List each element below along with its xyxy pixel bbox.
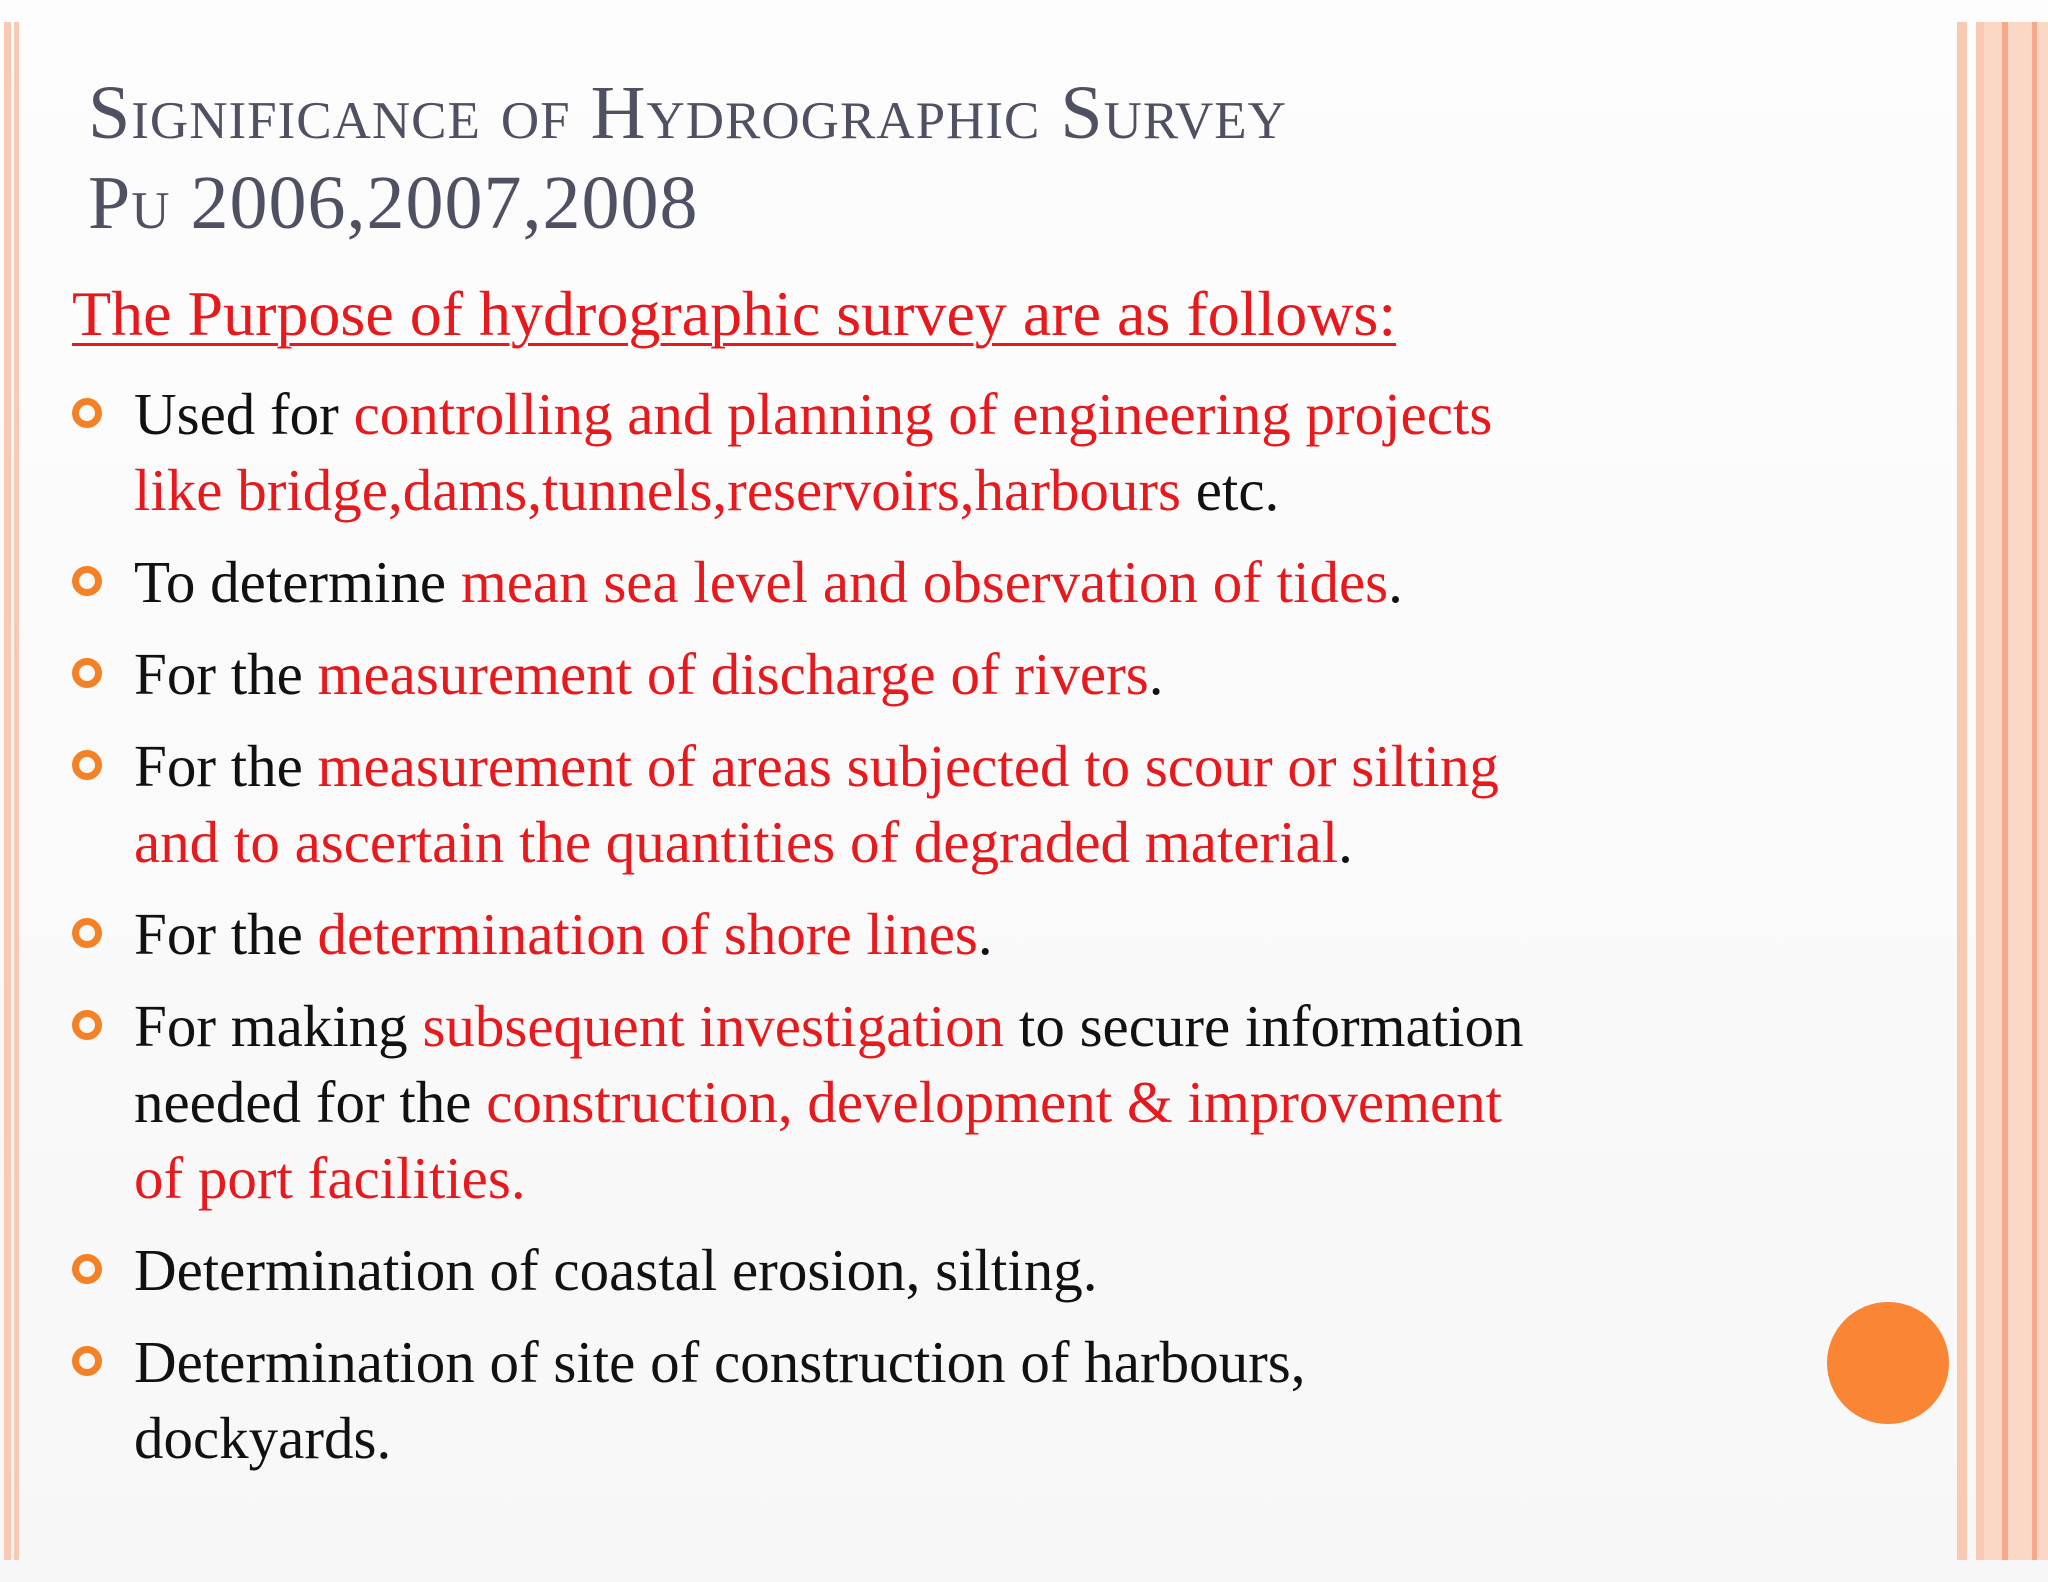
bullet-text: to secure information bbox=[1004, 993, 1524, 1059]
bullet-ring-icon bbox=[72, 658, 102, 688]
bullet-text: For the bbox=[134, 733, 318, 799]
slide-title bbox=[88, 68, 1287, 248]
bullet-text: To determine bbox=[134, 549, 461, 615]
bullet-emphasis: controlling and planning of engineering projects bbox=[353, 381, 1493, 447]
bullet-ring-icon bbox=[72, 566, 102, 596]
bullet-item bbox=[72, 896, 1872, 972]
bullet-line bbox=[134, 1324, 1872, 1400]
bullet-emphasis: construction, development & improvement bbox=[486, 1069, 1503, 1135]
bullet-item bbox=[72, 544, 1872, 620]
bullet-item bbox=[72, 988, 1872, 1216]
slide-subtitle: The Purpose of hydrographic survey are as follows: bbox=[72, 278, 1397, 349]
bullet-text: Determination of coastal erosion, silting. bbox=[134, 1237, 1098, 1303]
bullet-line bbox=[134, 452, 1872, 528]
bullet-line bbox=[134, 1064, 1872, 1140]
bullet-ring-icon bbox=[72, 1254, 102, 1284]
slide-title-line-1: Significance of Hydrographic Survey bbox=[88, 71, 1287, 155]
bullet-text: needed for the bbox=[134, 1069, 487, 1135]
slide-title-line-2: Pu 2006,2007,2008 bbox=[88, 161, 699, 245]
right-stripe bbox=[1984, 22, 2002, 1560]
bullet-ring-icon bbox=[72, 1010, 102, 1040]
bullet-emphasis: subsequent investigation bbox=[422, 993, 1005, 1059]
bullet-text: For the bbox=[134, 901, 318, 967]
bullet-line bbox=[134, 376, 1872, 452]
bullet-text: Used for bbox=[134, 381, 354, 447]
bullet-emphasis: like bridge,dams,tunnels,reservoirs,harbours bbox=[134, 457, 1181, 523]
right-stripe bbox=[1957, 22, 1967, 1560]
right-stripe bbox=[2008, 22, 2032, 1560]
bullet-text: . bbox=[1388, 549, 1403, 615]
bullet-line bbox=[134, 804, 1872, 880]
bullet-list bbox=[72, 376, 1872, 1476]
left-stripe bbox=[14, 22, 19, 1560]
bullet-line bbox=[134, 1400, 1872, 1476]
bullet-line bbox=[134, 988, 1872, 1064]
bullet-item bbox=[72, 728, 1872, 880]
bullet-ring-icon bbox=[72, 398, 102, 428]
bullet-emphasis: measurement of discharge of rivers bbox=[317, 641, 1149, 707]
bullet-item bbox=[72, 636, 1872, 712]
left-stripe bbox=[4, 22, 11, 1560]
bullet-text: Determination of site of construction of harbours, bbox=[134, 1329, 1306, 1395]
bullet-line bbox=[134, 896, 1872, 972]
bullet-ring-icon bbox=[72, 750, 102, 780]
bullet-text: . bbox=[1148, 641, 1164, 707]
bullet-ring-icon bbox=[72, 918, 102, 948]
bullet-item bbox=[72, 1324, 1872, 1476]
bullet-text: etc. bbox=[1181, 457, 1280, 523]
bullet-line bbox=[134, 728, 1872, 804]
bullet-emphasis: determination of shore lines bbox=[317, 901, 978, 967]
bullet-line bbox=[134, 1140, 1872, 1216]
bullet-text: dockyards. bbox=[134, 1405, 392, 1471]
bullet-line bbox=[134, 544, 1872, 620]
bullet-text: . bbox=[977, 901, 993, 967]
bullet-text: For making bbox=[134, 993, 423, 1059]
bullet-item bbox=[72, 376, 1872, 528]
right-stripe bbox=[1976, 22, 1984, 1560]
bullet-text: For the bbox=[134, 641, 318, 707]
right-stripe bbox=[2037, 22, 2048, 1560]
bullet-line bbox=[134, 636, 1872, 712]
bullet-emphasis: of port facilities. bbox=[134, 1145, 526, 1211]
bullet-text: . bbox=[1338, 809, 1353, 875]
bullet-line bbox=[134, 1232, 1872, 1308]
bullet-item bbox=[72, 1232, 1872, 1308]
bullet-emphasis: measurement of areas subjected to scour or silting bbox=[317, 733, 1499, 799]
bullet-ring-icon bbox=[72, 1346, 102, 1376]
bullet-emphasis: mean sea level and observation of tides bbox=[460, 549, 1389, 615]
bullet-emphasis: and to ascertain the quantities of degraded material bbox=[134, 809, 1339, 875]
